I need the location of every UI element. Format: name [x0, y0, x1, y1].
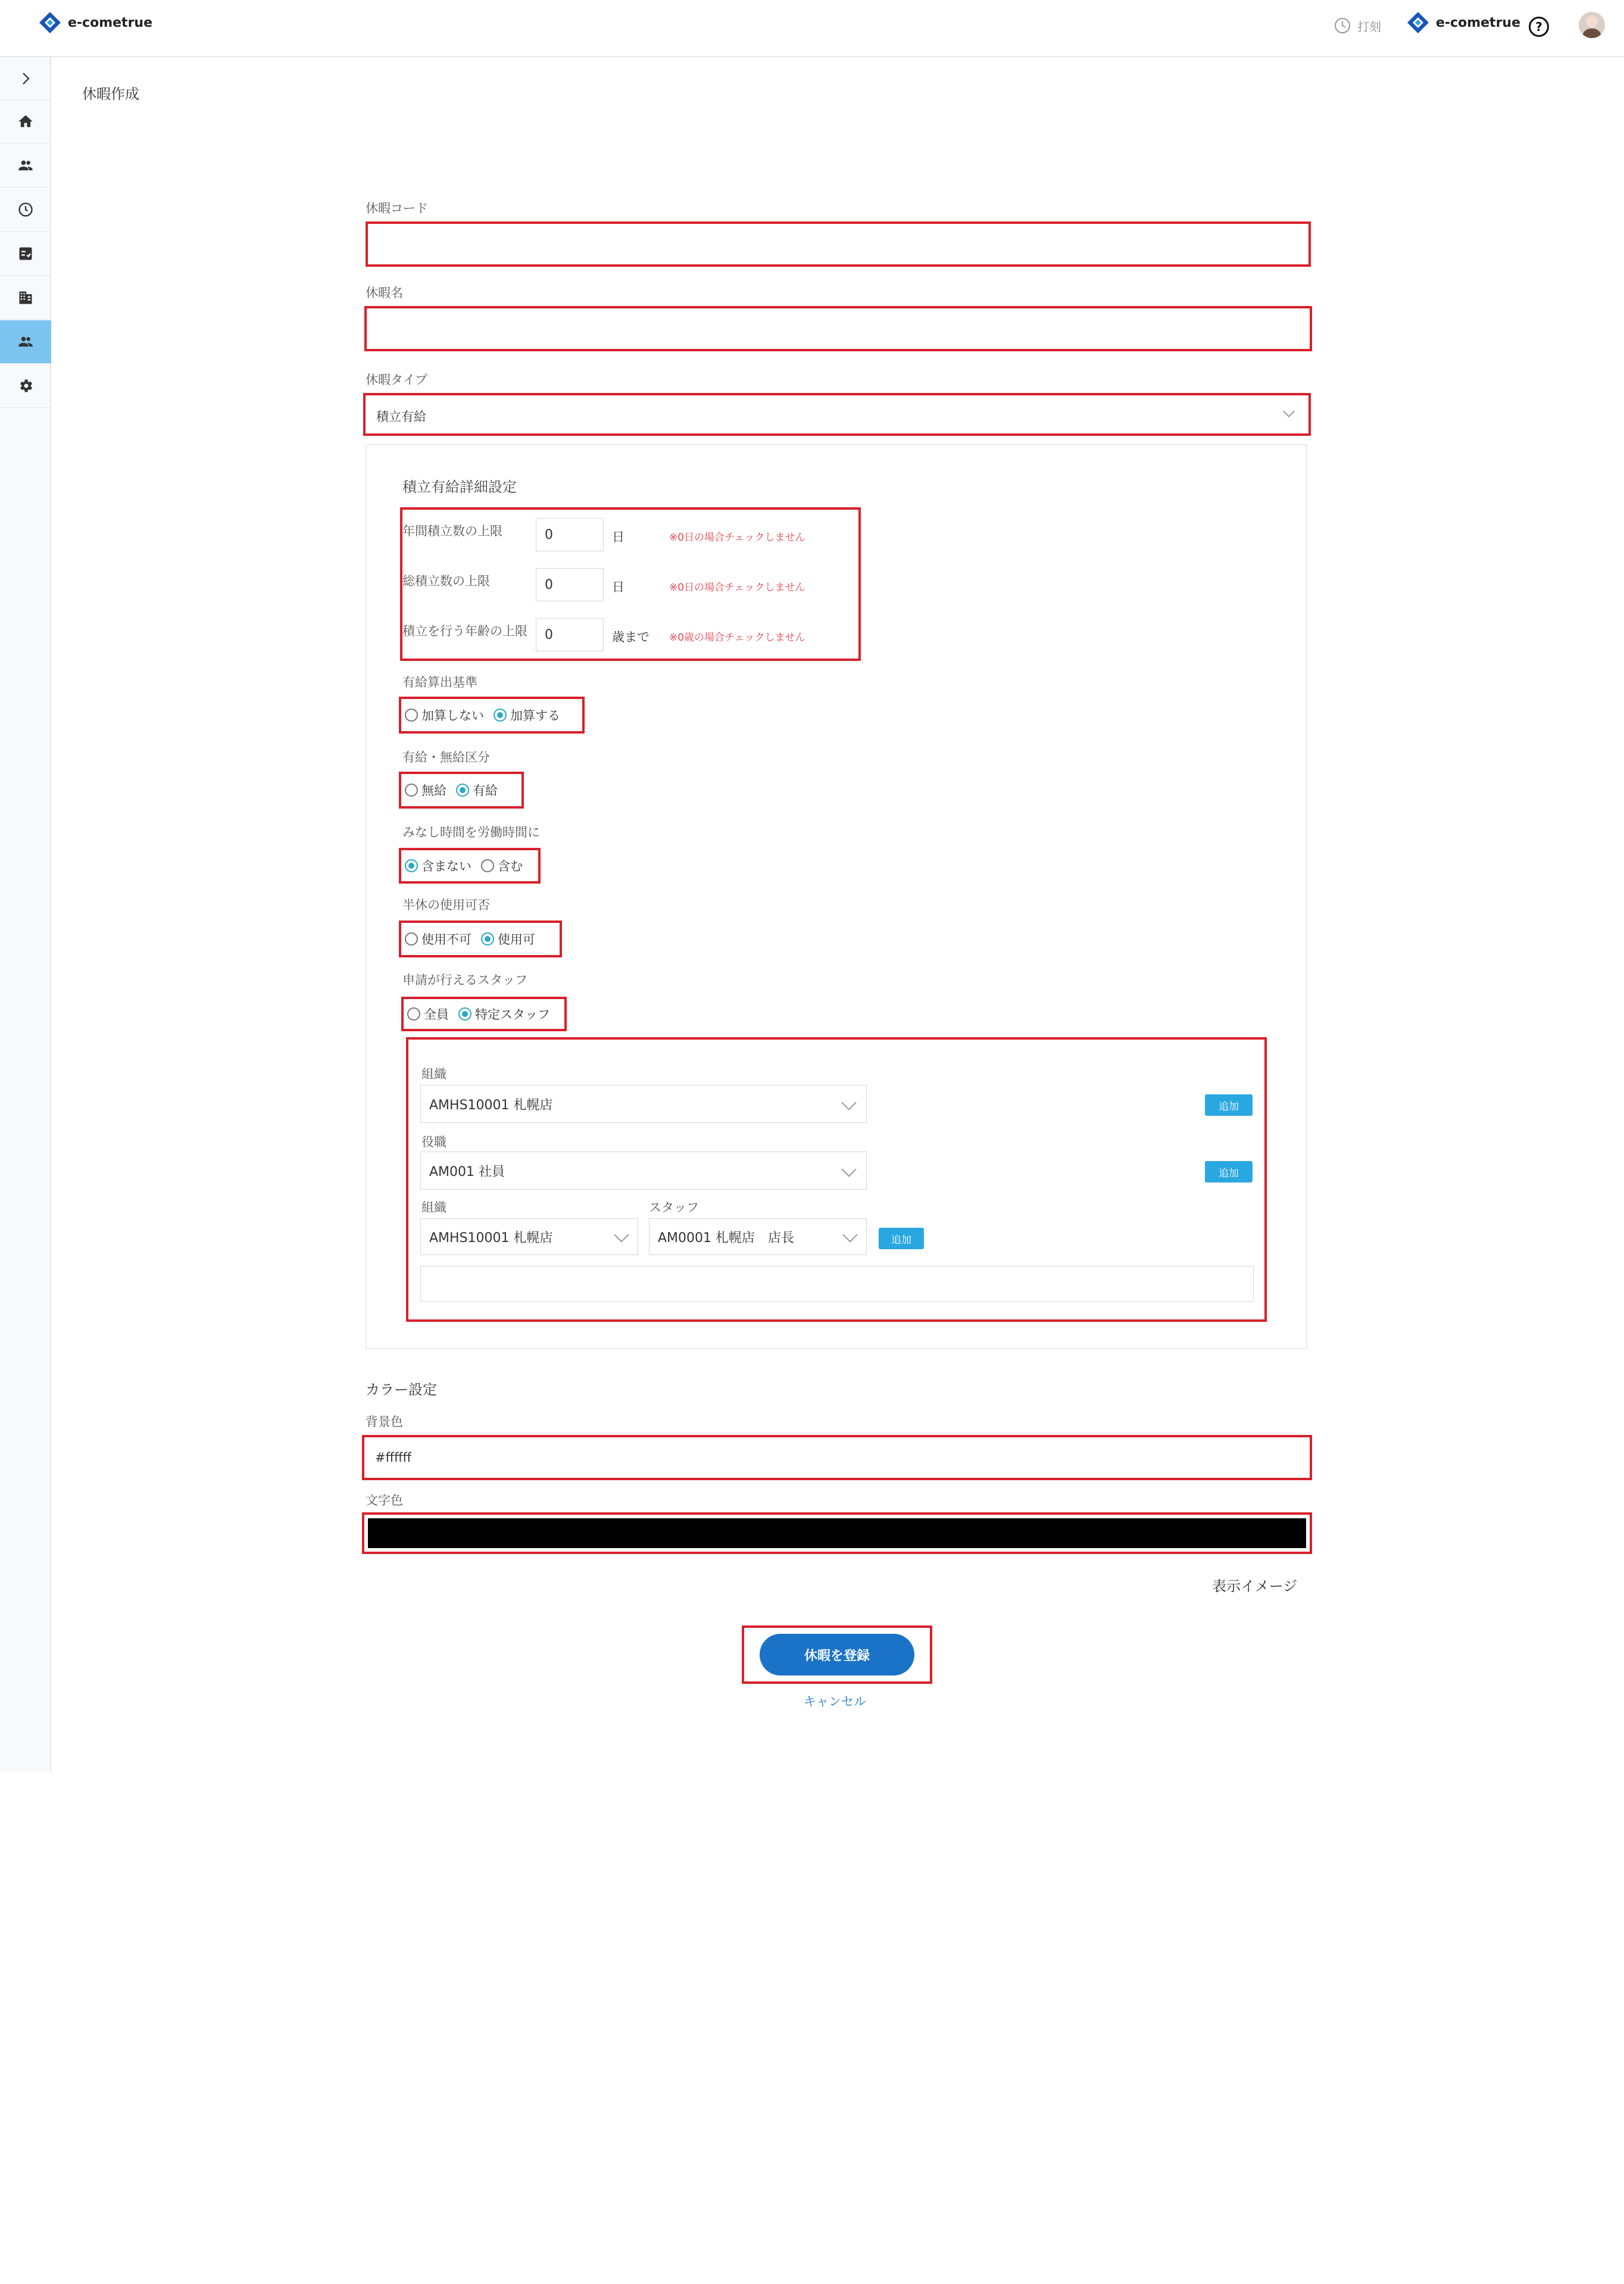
paid-type-option-paid[interactable]: 有給 [456, 781, 498, 799]
add-staff-button[interactable]: 追加 [879, 1228, 924, 1249]
applicant-staff-option-specific[interactable]: 特定スタッフ [458, 1005, 550, 1023]
age-limit-input[interactable]: 0 [536, 618, 604, 651]
total-limit-input[interactable]: 0 [536, 568, 604, 601]
color-section-title: カラー設定 [366, 1381, 437, 1398]
org-label: 組織 [421, 1067, 446, 1081]
company-logo-icon [1406, 11, 1430, 35]
applicant-staff-label: 申請が行えるスタッフ [402, 973, 527, 987]
org2-select-value: AMHS10001 札幌店 [429, 1230, 553, 1246]
sidebar-item-organization[interactable] [0, 276, 51, 320]
sidebar [0, 57, 51, 1772]
role-select-value: AM001 社員 [429, 1164, 505, 1180]
org2-select[interactable] [420, 1218, 638, 1255]
half-day-radio-group [399, 921, 562, 957]
page-title: 休暇作成 [82, 86, 139, 102]
punch-button[interactable] [1333, 17, 1381, 35]
org-select[interactable] [420, 1085, 867, 1123]
checklist-icon [17, 245, 34, 262]
brand-logo-icon [38, 11, 62, 35]
deemed-hours-option-exclude[interactable]: 含まない [405, 857, 471, 875]
chevron-down-icon [842, 1227, 857, 1242]
annual-limit-note: ※0日の場合チェックしません [669, 532, 805, 544]
company-logo [1406, 11, 1520, 35]
clock-icon [17, 201, 34, 218]
deemed-hours-label: みなし時間を労働時間に [402, 825, 540, 840]
type-select-value: 積立有給 [376, 410, 426, 424]
chevron-down-icon [841, 1095, 856, 1110]
calc-basis-option-no-add[interactable]: 加算しない [405, 706, 484, 724]
selected-staff-list[interactable] [420, 1266, 1254, 1302]
age-limit-label: 積立を行う年齢の上限 [402, 624, 527, 638]
name-label: 休暇名 [366, 286, 403, 300]
register-leave-button[interactable]: 休暇を登録 [760, 1634, 914, 1675]
paid-type-option-unpaid[interactable]: 無給 [405, 781, 446, 799]
paid-type-radio-group [399, 772, 524, 809]
age-limit-note: ※0歳の場合チェックしません [669, 632, 805, 644]
add-org-button[interactable]: 追加 [1205, 1094, 1253, 1116]
sidebar-item-staff[interactable] [0, 144, 51, 188]
text-color-swatch [368, 1518, 1306, 1548]
app-header [0, 0, 1624, 57]
text-color-label: 文字色 [366, 1493, 403, 1508]
total-limit-unit: 日 [612, 580, 624, 594]
brand-logo[interactable] [38, 11, 152, 35]
preview-label: 表示イメージ [1212, 1578, 1298, 1595]
detail-title: 積立有給詳細設定 [402, 479, 517, 495]
deemed-hours-option-include[interactable]: 含む [481, 857, 523, 875]
bg-color-label: 背景色 [366, 1415, 403, 1429]
sidebar-item-attendance[interactable] [0, 188, 51, 232]
text-color-input[interactable] [362, 1512, 1312, 1554]
people-icon [17, 333, 34, 350]
calc-basis-label: 有給算出基準 [402, 675, 477, 689]
sidebar-item-home[interactable] [0, 100, 51, 143]
calc-basis-radio-group [399, 697, 585, 734]
type-select[interactable] [363, 393, 1311, 436]
role-label: 役職 [421, 1135, 446, 1149]
role-select[interactable] [420, 1152, 867, 1190]
gear-icon [17, 377, 34, 394]
org2-label: 組織 [421, 1200, 446, 1215]
calc-basis-option-add[interactable]: 加算する [494, 706, 560, 724]
people-icon [17, 157, 34, 174]
home-icon [17, 113, 34, 130]
staff-select-value: AM0001 札幌店 店長 [658, 1230, 795, 1246]
name-input[interactable] [364, 306, 1312, 351]
half-day-option-disallow[interactable]: 使用不可 [405, 930, 471, 948]
code-label: 休暇コード [366, 201, 428, 216]
chevron-right-icon [18, 71, 33, 86]
punch-label: 打刻 [1357, 19, 1381, 34]
help-icon[interactable]: ? [1529, 17, 1549, 37]
half-day-label: 半休の使用可否 [402, 898, 490, 912]
total-limit-label: 総積立数の上限 [402, 574, 490, 588]
age-limit-unit: 歳まで [612, 630, 649, 644]
staff-select[interactable] [649, 1218, 867, 1255]
chevron-down-icon [1283, 405, 1295, 417]
bg-color-input[interactable]: #ffffff [362, 1435, 1312, 1480]
staff-label: スタッフ [649, 1200, 699, 1215]
applicant-staff-option-all[interactable]: 全員 [407, 1005, 449, 1023]
cancel-link[interactable]: キャンセル [804, 1695, 866, 1709]
paid-type-label: 有給・無給区分 [402, 750, 490, 765]
annual-limit-label: 年間積立数の上限 [402, 524, 502, 538]
chevron-down-icon [841, 1162, 856, 1177]
sidebar-item-settings[interactable] [0, 364, 51, 408]
code-input[interactable] [366, 221, 1311, 267]
half-day-option-allow[interactable]: 使用可 [481, 930, 535, 948]
add-role-button[interactable]: 追加 [1205, 1161, 1253, 1182]
total-limit-note: ※0日の場合チェックしません [669, 582, 805, 594]
annual-limit-input[interactable]: 0 [536, 518, 604, 551]
sidebar-expand-button[interactable] [0, 57, 51, 101]
type-label: 休暇タイプ [366, 373, 427, 387]
sidebar-item-requests[interactable] [0, 232, 51, 276]
applicant-staff-radio-group [401, 997, 567, 1031]
building-icon [17, 289, 34, 306]
avatar[interactable] [1579, 12, 1605, 38]
sidebar-item-staff-settings[interactable] [0, 320, 51, 364]
annual-limit-unit: 日 [612, 530, 624, 544]
deemed-hours-radio-group [399, 848, 541, 884]
chevron-down-icon [614, 1227, 629, 1242]
company-name: e-cometrue [1436, 15, 1521, 30]
brand-name: e-cometrue [68, 15, 153, 30]
org-select-value: AMHS10001 札幌店 [429, 1097, 553, 1113]
clock-icon [1333, 17, 1351, 35]
